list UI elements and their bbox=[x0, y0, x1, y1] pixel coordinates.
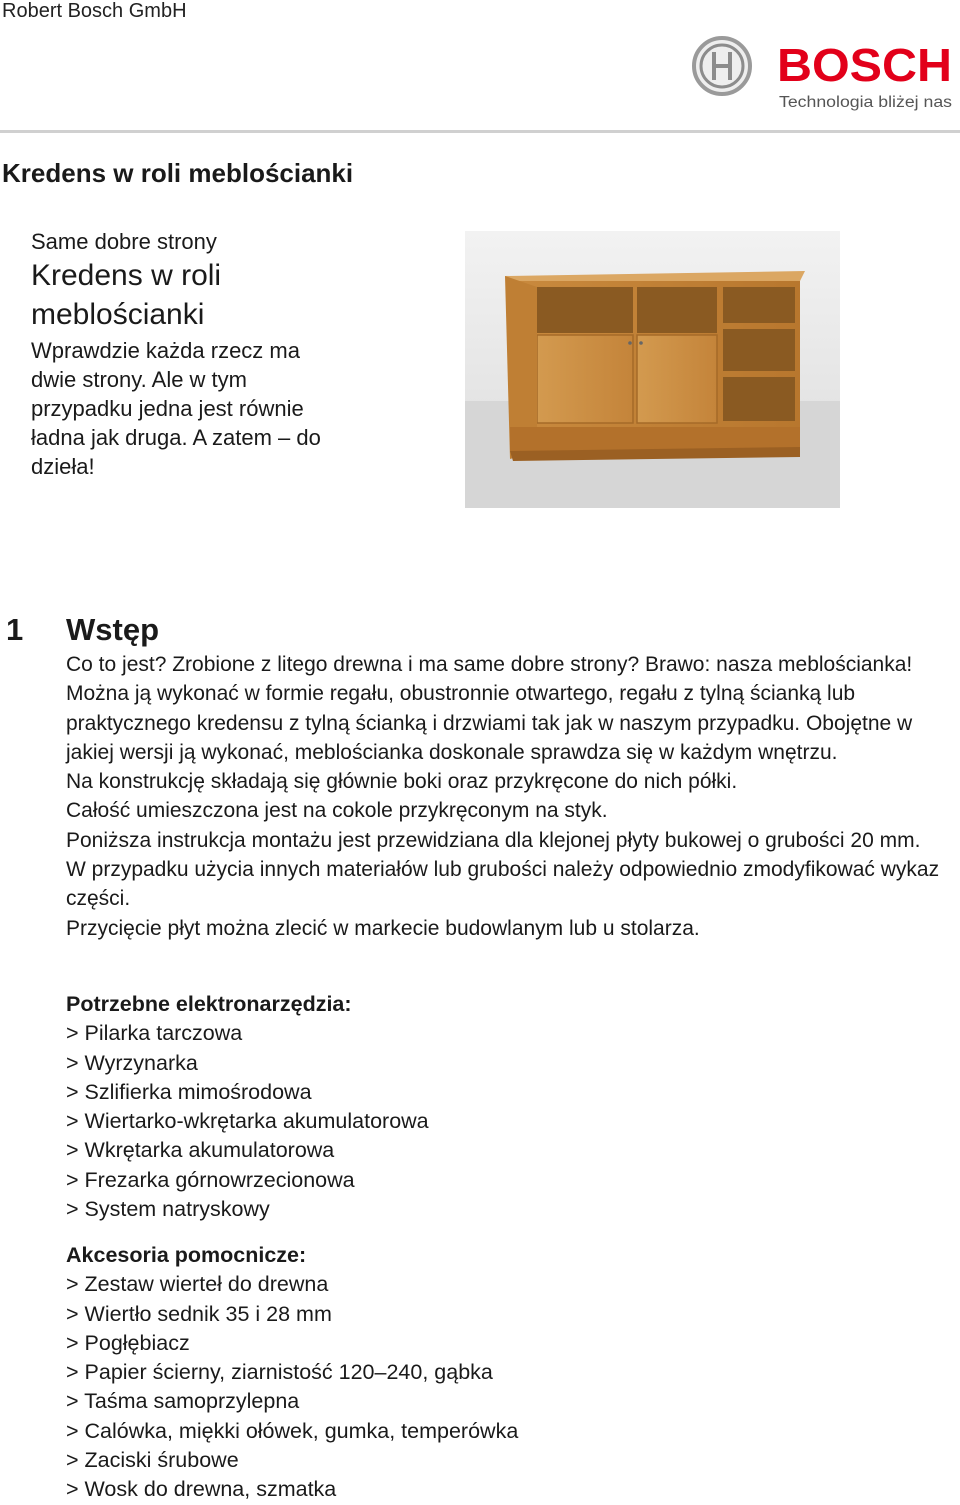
bosch-armature-icon bbox=[694, 38, 750, 94]
list-item: > Wiertło sednik 35 i 28 mm bbox=[66, 1301, 332, 1326]
svg-text:BOSCH: BOSCH bbox=[777, 39, 952, 91]
list-item: > Zestaw wierteł do drewna bbox=[66, 1272, 329, 1297]
accessories-list bbox=[66, 1241, 518, 1505]
body-paragraph: Na konstrukcję składają się głównie boki oraz przykręcone do nich półki. bbox=[66, 770, 738, 794]
tools-list bbox=[66, 990, 429, 1224]
list-item: > Wyrzynarka bbox=[66, 1050, 198, 1075]
list-item: > Pogłębiacz bbox=[66, 1330, 190, 1355]
body-paragraph: Przycięcie płyt można zlecić w markecie budowlanym lub u stolarza. bbox=[66, 916, 700, 940]
svg-text:Technologia bliżej nas: Technologia bliżej nas bbox=[779, 94, 953, 111]
sideboard-photo bbox=[465, 231, 840, 508]
intro-teaser bbox=[31, 228, 331, 481]
company-name: Robert Bosch GmbH bbox=[2, 0, 187, 22]
list-item: > Frezarka górnowrzecionowa bbox=[66, 1167, 355, 1192]
list-item: > Wosk do drewna, szmatka bbox=[66, 1477, 337, 1502]
list-item: > Wiertarko-wkrętarka akumulatorowa bbox=[66, 1109, 429, 1134]
header-divider bbox=[0, 130, 960, 133]
section-body bbox=[66, 650, 946, 943]
intro-kicker: Same dobre strony bbox=[31, 229, 217, 254]
body-paragraph: Co to jest? Zrobione z litego drewna i ma same dobre strony? Brawo: nasza meblościanka! Można ją wykonać w formie regału, obustronnie otwartego, regału z tylną ścianką lub praktycznego kredensu z tylną ścianką i drzwiami tak jak w naszym przypadku. Obojętne w jakiej wersji ją wykonać, meblościanka doskonale sprawdza się w każdym wnętrzu. bbox=[66, 653, 913, 764]
accessories-heading: Akcesoria pomocnicze: bbox=[66, 1243, 307, 1267]
list-item: > Calówka, miękki ołówek, gumka, temperówka bbox=[66, 1418, 519, 1443]
document-title: Kredens w roli meblościanki bbox=[2, 158, 354, 188]
list-item: > Zaciski śrubowe bbox=[66, 1448, 239, 1473]
list-item: > Taśma samoprzylepna bbox=[66, 1389, 300, 1414]
section-title: Wstęp bbox=[66, 612, 159, 647]
list-item: > Papier ścierny, ziarnistość 120–240, gąbka bbox=[66, 1360, 493, 1385]
intro-blurb: Wprawdzie każda rzecz ma dwie strony. Ale w tym przypadku jedna jest równie ładna jak druga. A zatem – do dzieła! bbox=[31, 338, 321, 479]
list-item: > Pilarka tarczowa bbox=[66, 1021, 243, 1046]
list-item: > System natryskowy bbox=[66, 1197, 270, 1222]
body-paragraph: Całość umieszczona jest na cokole przykręconym na styk. bbox=[66, 799, 608, 823]
bosch-logo bbox=[690, 34, 955, 114]
section-number: 1 bbox=[6, 612, 24, 647]
body-paragraph: Poniższa instrukcja montażu jest przewidziana dla klejonej płyty bukowej o grubości 20 mm. W przypadku użycia innych materiałów lub grubości należy odpowiednio zmodyfikować wykaz części. bbox=[66, 828, 940, 911]
list-item: > Wkrętarka akumulatorowa bbox=[66, 1138, 335, 1163]
intro-headline: Kredens w roli meblościanki bbox=[31, 259, 222, 331]
tools-heading: Potrzebne elektronarzędzia: bbox=[66, 992, 352, 1016]
list-item: > Szlifierka mimośrodowa bbox=[66, 1079, 312, 1104]
